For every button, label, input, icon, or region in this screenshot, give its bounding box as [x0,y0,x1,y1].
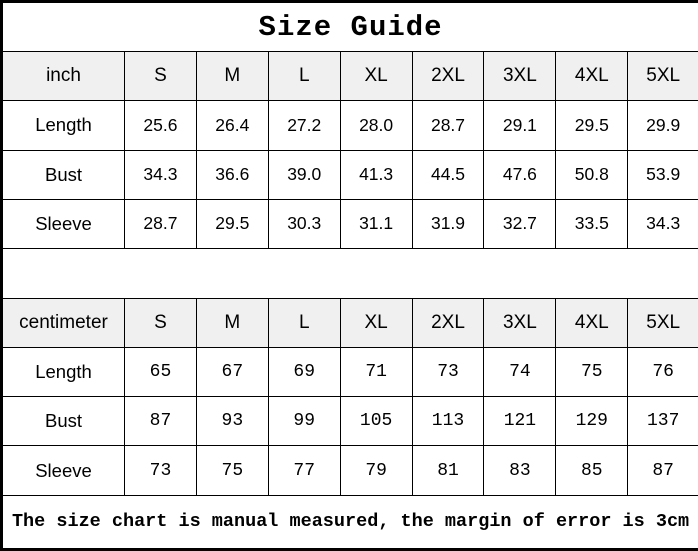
size-header-2xl: 2XL [412,52,484,101]
cell-value: 29.5 [196,199,268,248]
cell-value: 30.3 [268,199,340,248]
cell-value: 29.9 [628,101,698,150]
cell-value: 31.1 [340,199,412,248]
size-header-s: S [125,52,197,101]
cell-value: 83 [484,446,556,495]
cell-value: 33.5 [556,199,628,248]
cm-bust-row [2,397,698,446]
size-header-xl: XL [340,52,412,101]
size-header-m: M [196,299,268,348]
cell-value: 85 [556,446,628,495]
cell-value: 29.5 [556,101,628,150]
inch-unit-label: inch [2,52,125,101]
cell-value: 39.0 [268,150,340,199]
footer-row [2,495,698,549]
size-header-3xl: 3XL [484,52,556,101]
cell-value: 99 [268,397,340,446]
size-header-xl: XL [340,299,412,348]
inch-bust-row [2,150,698,199]
cell-value: 81 [412,446,484,495]
cell-value: 65 [125,348,197,397]
cm-unit-label: centimeter [2,299,125,348]
size-header-3xl: 3XL [484,299,556,348]
cell-value: 73 [412,348,484,397]
cm-header-row [2,299,698,348]
footer-note: The size chart is manual measured, the margin of error is 3cm [2,495,698,549]
cell-value: 113 [412,397,484,446]
spacer-row [2,248,698,298]
cell-value: 73 [125,446,197,495]
cell-value: 29.1 [484,101,556,150]
cell-value: 27.2 [268,101,340,150]
cell-value: 137 [628,397,698,446]
row-label-bust: Bust [2,150,125,199]
page-title: Size Guide [2,2,698,52]
cell-value: 87 [628,446,698,495]
cell-value: 47.6 [484,150,556,199]
row-label-length: Length [2,348,125,397]
row-label-sleeve: Sleeve [2,446,125,495]
cell-value: 67 [196,348,268,397]
cell-value: 34.3 [125,150,197,199]
cell-value: 25.6 [125,101,197,150]
cell-value: 79 [340,446,412,495]
cm-length-row [2,348,698,397]
cell-value: 41.3 [340,150,412,199]
row-label-length: Length [2,101,125,150]
cell-value: 75 [556,348,628,397]
cell-value: 93 [196,397,268,446]
cell-value: 69 [268,348,340,397]
title-row [2,2,698,52]
spacer-cell [2,248,698,298]
cell-value: 44.5 [412,150,484,199]
cell-value: 28.7 [412,101,484,150]
cell-value: 32.7 [484,199,556,248]
cell-value: 50.8 [556,150,628,199]
cell-value: 36.6 [196,150,268,199]
cell-value: 26.4 [196,101,268,150]
cell-value: 77 [268,446,340,495]
inch-sleeve-row [2,199,698,248]
cell-value: 28.0 [340,101,412,150]
cell-value: 121 [484,397,556,446]
size-header-4xl: 4XL [556,52,628,101]
cell-value: 87 [125,397,197,446]
cell-value: 105 [340,397,412,446]
cell-value: 129 [556,397,628,446]
inch-length-row [2,101,698,150]
cell-value: 31.9 [412,199,484,248]
size-header-5xl: 5XL [628,52,698,101]
cell-value: 76 [628,348,698,397]
inch-header-row [2,52,698,101]
cm-sleeve-row [2,446,698,495]
row-label-bust: Bust [2,397,125,446]
size-header-m: M [196,52,268,101]
size-header-2xl: 2XL [412,299,484,348]
size-header-5xl: 5XL [628,299,698,348]
cell-value: 34.3 [628,199,698,248]
cell-value: 28.7 [125,199,197,248]
cell-value: 71 [340,348,412,397]
size-header-s: S [125,299,197,348]
size-header-l: L [268,299,340,348]
cell-value: 53.9 [628,150,698,199]
cell-value: 74 [484,348,556,397]
size-header-l: L [268,52,340,101]
size-header-4xl: 4XL [556,299,628,348]
cell-value: 75 [196,446,268,495]
row-label-sleeve: Sleeve [2,199,125,248]
